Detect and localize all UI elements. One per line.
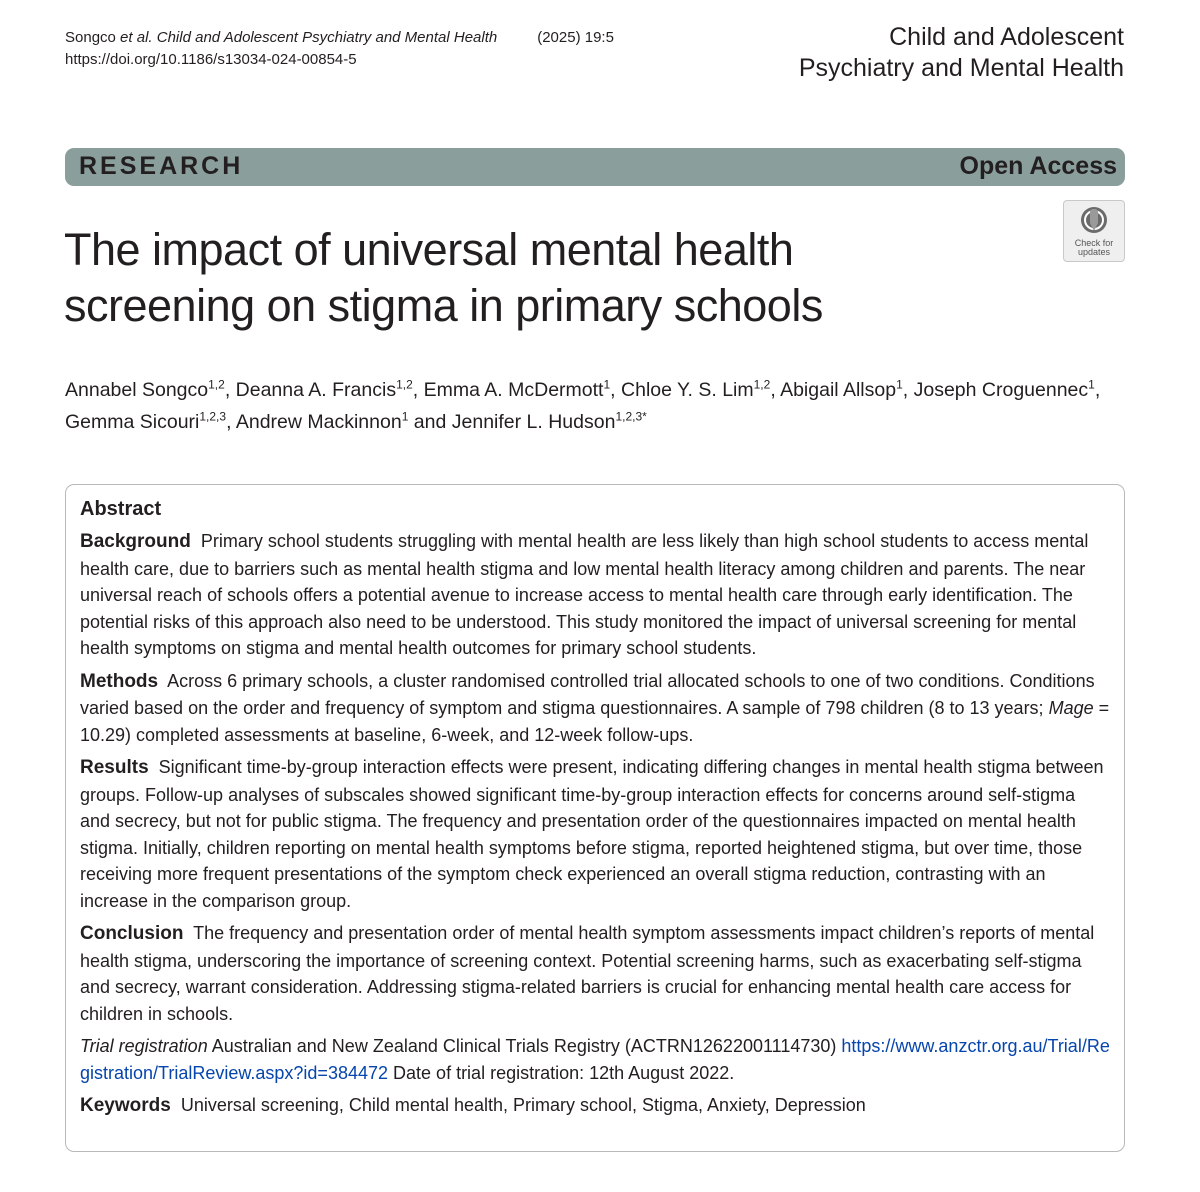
results-text: Significant time-by-group interaction effects were present, indicating differing changes in mental health stigma between groups. Follow-up analyses of subscales showed significant time-by-group interaction effects for concerns around self-stigma and secrecy, but not for public stigma. The frequency and presentation order of the questionnaires impacted on mental health stigma. Initially, children reporting on mental health symptoms before stigma, reported heightened stigma, but over time, those receiving more frequent presentations of the symptom check experienced an overall stigma reduction, contrasting with an increase in the comparison group.	[80, 757, 1104, 911]
keywords-text: Universal screening, Child mental health, Primary school, Stigma, Anxiety, Depression	[180, 1095, 866, 1115]
author-name: Joseph Croguennec	[913, 379, 1089, 401]
check-for-updates-icon	[1064, 201, 1124, 239]
trial-text: Australian and New Zealand Clinical Trials Registry (ACTRN12622001114730)	[211, 1036, 837, 1056]
citation-author: Songco	[65, 29, 116, 46]
author-affiliation: 1	[896, 377, 903, 392]
author-affiliation: 1	[1088, 377, 1095, 392]
author-separator: ,	[610, 379, 622, 401]
citation-etal: et al.	[120, 29, 153, 46]
article-type-label: RESEARCH	[79, 152, 244, 180]
journal-name	[799, 22, 1124, 84]
author-separator: ,	[224, 379, 236, 401]
author-affiliation: 1	[401, 409, 409, 424]
keywords-label: Keywords	[80, 1095, 171, 1116]
abstract-trial-registration	[80, 1033, 1110, 1086]
doi-link[interactable]: https://doi.org/10.1186/s13034-024-00854-5	[65, 51, 357, 68]
author-affiliation: 1	[603, 377, 611, 392]
abstract-heading: Abstract	[80, 498, 162, 520]
journal-name-line2: Psychiatry and Mental Health	[798, 54, 1124, 82]
check-for-updates-button[interactable]	[1063, 200, 1125, 262]
author-separator: ,	[1094, 379, 1106, 401]
trial-date: Date of trial registration: 12th August 2022.	[393, 1062, 735, 1083]
author-separator: ,	[226, 411, 236, 433]
citation-journal: Child and Adolescent Psychiatry and Mental Health	[156, 29, 498, 46]
author-separator: and	[408, 411, 452, 433]
abstract-conclusion	[80, 920, 1110, 1027]
author-name: Emma A. McDermott	[423, 379, 604, 401]
methods-text-a: Across 6 primary schools, a cluster randomised controlled trial allocated schools to one of two conditions. Conditions varied based on the order and frequency of symptom and stigma questionnaires. A sample of 798 children (8 to 13 years;	[80, 670, 1095, 718]
author-name: Andrew Mackinnon	[235, 411, 402, 433]
trial-link[interactable]: https://www.anzctr.org.au/Trial/Registration/TrialReview.aspx?id=384472	[80, 1036, 1110, 1083]
author-affiliation: 1,2	[753, 377, 771, 392]
open-access-label: Open Access	[959, 152, 1117, 180]
author-separator: ,	[770, 379, 781, 401]
author-name: Chloe Y. S. Lim	[621, 379, 754, 401]
background-text: Primary school students struggling with mental health are less likely than high school students to access mental health care, due to barriers such as mental health stigma and low mental health literacy among children and parents. The near universal reach of schools offers a potential avenue to increase access to mental health care through early identification. The potential risks of this approach also need to be understood. This study monitored the impact of universal screening for mental health symptoms on stigma and mental health outcomes for primary school students.	[80, 531, 1089, 658]
author-separator: ,	[412, 379, 424, 401]
author-name: Gemma Sicouri	[65, 411, 200, 433]
author-affiliation: 1,2	[396, 377, 413, 392]
article-title: The impact of universal mental health screening on stigma in primary schools	[64, 224, 823, 331]
author-name: Annabel Songco	[65, 379, 209, 401]
article-type-banner	[65, 148, 1125, 186]
abstract-box	[65, 484, 1125, 1152]
abstract-keywords	[80, 1092, 1110, 1120]
author-affiliation: 1,2,3*	[615, 409, 647, 424]
results-label: Results	[80, 757, 149, 778]
background-label: Background	[80, 531, 191, 552]
citation-header	[65, 27, 614, 71]
conclusion-label: Conclusion	[80, 923, 184, 944]
methods-label: Methods	[80, 670, 159, 692]
abstract-methods	[80, 668, 1110, 749]
author-separator: ,	[902, 379, 914, 401]
author-affiliation: 1,2,3	[199, 409, 227, 424]
author-name: Jennifer L. Hudson	[451, 411, 616, 433]
journal-name-line1: Child and Adolescent	[889, 23, 1124, 51]
author-affiliation: 1,2	[208, 377, 225, 392]
methods-mage: Mage	[1048, 698, 1094, 718]
citation-year-volume: (2025) 19:5	[537, 29, 614, 46]
author-list	[65, 374, 1125, 438]
methods-text-b: = 10.29) completed assessments at baseline, 6-week, and 12-week follow-ups.	[80, 698, 1110, 745]
trial-label: Trial registration	[80, 1036, 208, 1056]
check-for-updates-label: Check for updates	[1074, 238, 1114, 257]
abstract-background	[80, 528, 1110, 662]
abstract-results	[80, 754, 1110, 914]
author-name: Abigail Allsop	[780, 379, 897, 401]
conclusion-text: The frequency and presentation order of mental health symptom assessments impact children’s reports of mental health stigma, underscoring the importance of screening context. Potential screening harms, such as exacerbating self-stigma and secrecy, warrant consideration. Addressing stigma-related barriers is crucial for enhancing mental health care access for children in schools.	[80, 923, 1095, 1024]
author-name: Deanna A. Francis	[235, 379, 397, 401]
